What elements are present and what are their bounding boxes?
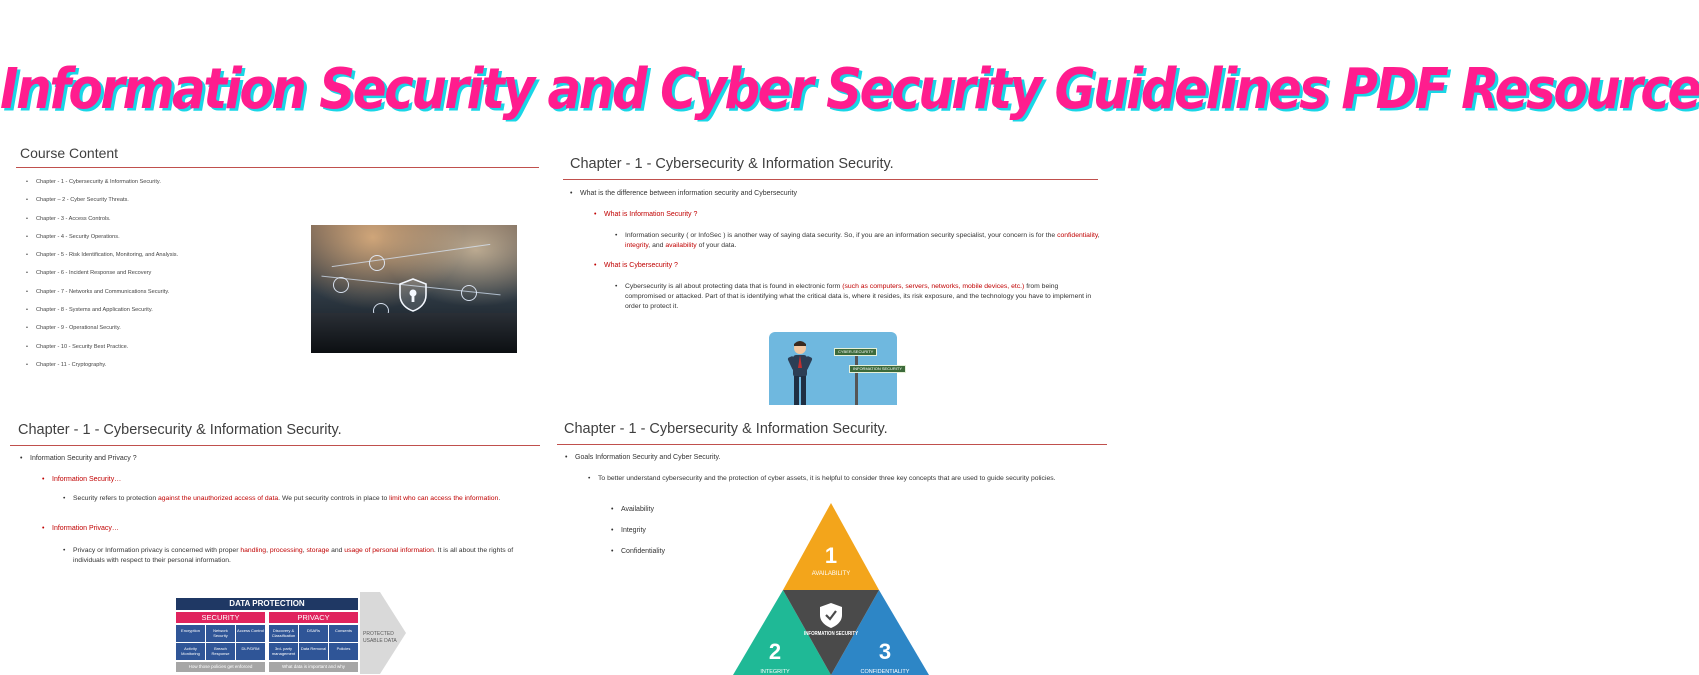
dp-arrow-label: PROTECTED USABLE DATA [363,631,397,644]
dp-security-label: SECURITY [176,612,265,623]
laptop-shape [311,313,517,353]
slide-title: Chapter - 1 - Cybersecurity & Information Security. [18,422,342,438]
infosec-sign: INFORMATION SECURITY [849,365,906,373]
dp-header: DATA PROTECTION [176,598,358,610]
cyber-text: • Cybersecurity is all about protecting data that is found in electronic form (such as computers, servers, networks, mobile devices, etc.) from being compromised or attacked. Part of that is identifying what the critical data is, where it resides, its risk exposure, and the technology you have to implement in order to protect it. [615,283,1092,310]
priv-cell: Consents [329,625,358,642]
slide-title: Course Content [20,145,119,161]
signpost-illustration [769,332,903,407]
slide-goals [553,405,1111,674]
banner-title: Information Security and Cyber Security Guidelines PDF Resource [0,56,1699,122]
sec-cell: Breach Response [206,643,235,660]
goal-item-integrity: • Integrity [611,527,646,534]
sec-cell: Access Control [236,625,265,642]
dp-privacy-footer: What data is important and why [269,662,358,672]
goal-item-confidentiality: • Confidentiality [611,548,665,555]
right-label: CONFIDENTIALITY [860,669,910,675]
sec-cell: Network Security [206,625,235,642]
course-item: • Chapter - 7 - Networks and Communications Security. [26,289,178,307]
top-label: AVAILABILITY [811,571,851,577]
course-item: • Chapter - 3 - Access Controls. [26,216,178,234]
goals-lead: • Goals Information Security and Cyber Security. [565,454,721,461]
slide-course-content [0,135,548,397]
top-number: 1 [824,543,838,568]
title-rule [16,167,539,168]
course-item: • Chapter - 5 - Risk Identification, Monitoring, and Analysis. [26,252,178,270]
center-label: INFORMATION SECURITY [804,631,859,637]
course-item: • Chapter - 11 - Cryptography. [26,362,178,380]
slide-difference [553,135,1111,407]
slide-title: Chapter - 1 - Cybersecurity & Information Security. [570,156,894,172]
course-item: • Chapter - 10 - Security Best Practice. [26,344,178,362]
goals-sub: • To better understand cybersecurity and the protection of cyber assets, it is helpful to consider three key concepts that are used to guide security policies. [588,475,1056,482]
left-label: INTEGRITY [760,669,790,675]
course-item: • Chapter - 9 - Operational Security. [26,325,178,343]
title-rule [557,444,1107,445]
cyber-heading: • What is Cybersecurity ? [594,262,678,269]
priv-cell: 3rd- party management [269,643,298,660]
priv-cell: Data Removal [299,643,328,660]
data-protection-diagram [176,592,406,674]
security-heading: • Information Security… [42,476,122,483]
globe-icon [369,255,385,271]
infosec-heading: • What is Information Security ? [594,211,698,218]
sec-cell: DLP/DRM [236,643,265,660]
left-number: 2 [768,639,782,664]
cyber-sign: CYBER-SECURITY [834,348,877,356]
security-text: • Security refers to protection against the unauthorized access of data. We put security controls in place to limit who can access the information. [63,495,501,502]
privacy-heading: • Information Privacy… [42,525,119,532]
title-rule [563,179,1098,180]
shield-icon [398,277,428,313]
sec-cell: Encryption [176,625,205,642]
goal-item-availability: • Availability [611,506,654,513]
course-item: • Chapter - 1 - Cybersecurity & Information Security. [26,179,178,197]
course-item: • Chapter - 8 - Systems and Application Security. [26,307,178,325]
priv-cell: Policies [329,643,358,660]
course-list [26,179,178,380]
mail-icon [461,285,477,301]
cia-triangle [733,503,929,675]
businessman-figure [785,338,815,408]
priv-cell: DSARs [299,625,328,642]
slide-privacy [0,405,548,674]
right-number: 3 [878,639,892,664]
title-rule [10,445,540,446]
privacy-lead: • Information Security and Privacy ? [20,455,137,462]
signpost-pole [855,352,858,407]
priv-cell: Discovery & Classification [269,625,298,642]
course-item: • Chapter - 6 - Incident Response and Recovery [26,270,178,288]
sec-cell: Activity Monitoring [176,643,205,660]
slide-title: Chapter - 1 - Cybersecurity & Information Security. [564,421,888,437]
infosec-text: • Information security ( or InfoSec ) is another way of saying data security. So, if you are an information security specialist, your concern is for the confidentiality, integrity, and availability of your data. [615,232,1100,249]
dp-security-footer: How those policies get enforced [176,662,265,672]
cyber-photo [311,225,517,350]
course-item: • Chapter – 2 - Cyber Security Threats. [26,197,178,215]
privacy-text: • Privacy or Information privacy is concerned with proper handling, processing, storage and usage of personal information. It is all about the rights of individuals with respect to their personal information. [63,547,514,564]
question-text: • What is the difference between information security and Cybersecurity [570,190,797,197]
cloud-icon [333,277,349,293]
course-item: • Chapter - 4 - Security Operations. [26,234,178,252]
dp-privacy-label: PRIVACY [269,612,358,623]
